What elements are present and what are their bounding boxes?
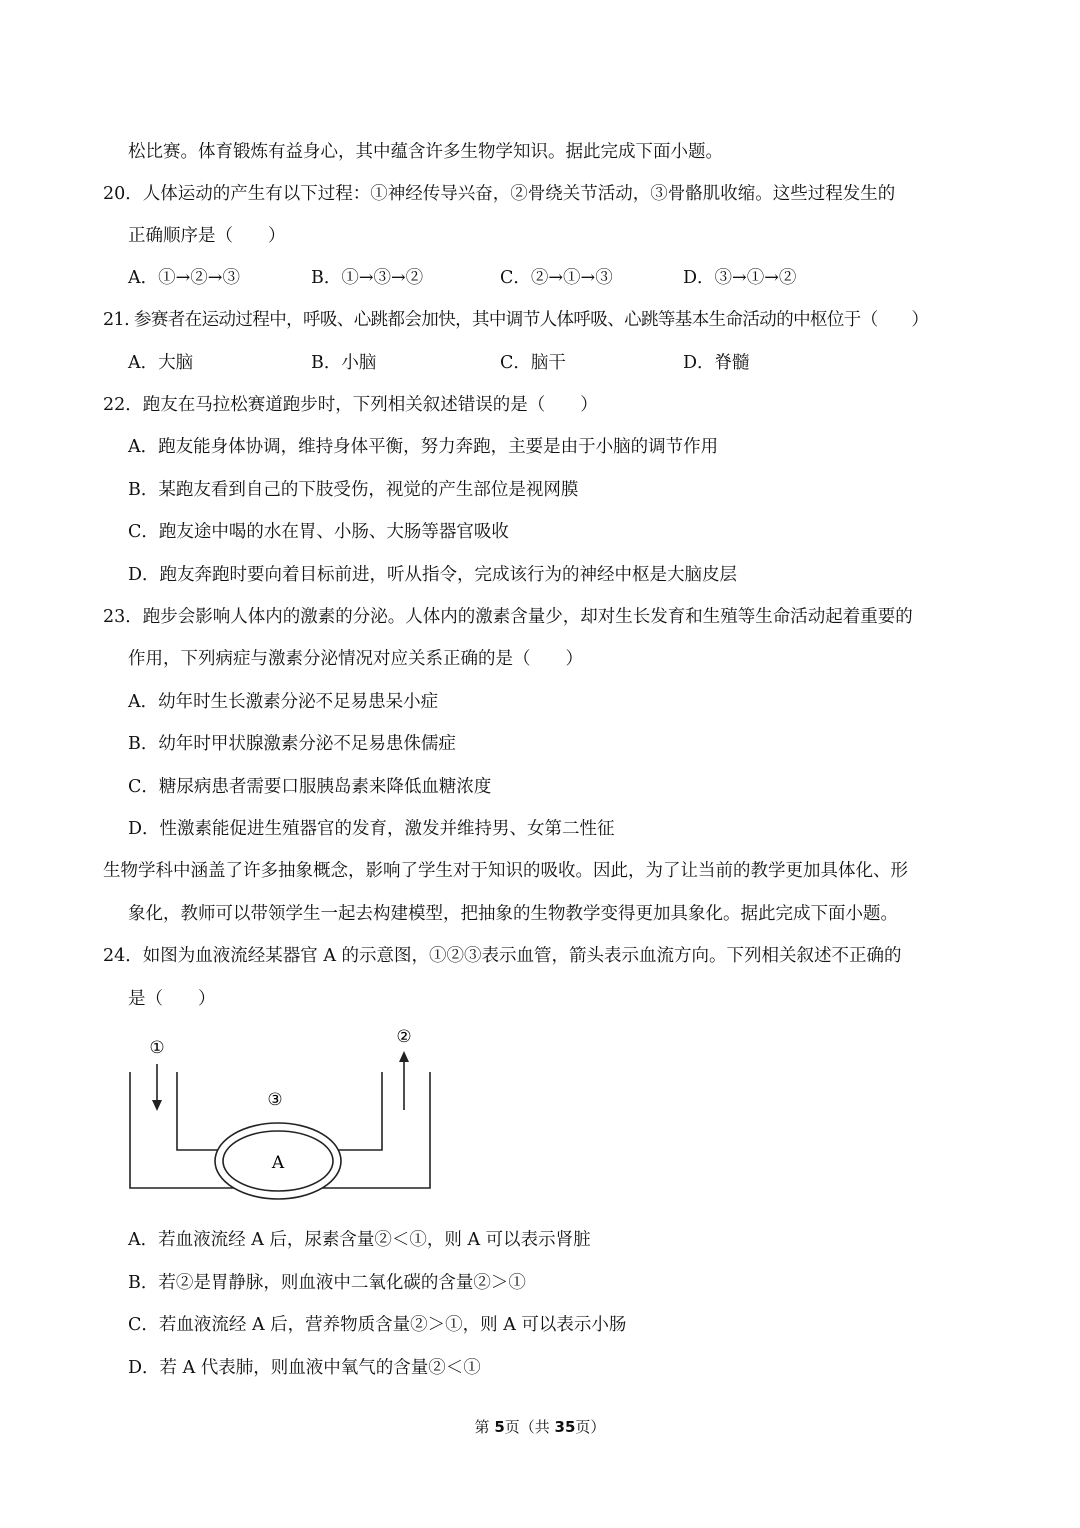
blood-flow-diagram xyxy=(120,1020,440,1215)
organ-a-label: A xyxy=(271,1153,285,1173)
footer-suffix: 页） xyxy=(575,1418,606,1436)
question-24-stem-line1: 24．如图为血液流经某器官 A 的示意图，①②③表示血管，箭头表示血流方向。下列相关叙述不正确的 xyxy=(103,946,902,966)
option-b[interactable]: B．小脑 xyxy=(311,353,377,373)
intro-2-line1: 生物学科中涵盖了许多抽象概念，影响了学生对于知识的吸收。因此，为了让当前的教学更加具体化、形 xyxy=(103,861,908,881)
page-footer xyxy=(0,1416,1080,1438)
inner-right-vessel-wall xyxy=(335,1072,382,1150)
arrow-up-icon-head xyxy=(399,1051,409,1062)
option-d[interactable]: D．若 A 代表肺，则血液中氧气的含量②＜① xyxy=(128,1358,481,1378)
option-d[interactable]: D．脊髓 xyxy=(683,353,750,373)
option-b[interactable]: B．若②是胃静脉，则血液中二氧化碳的含量②＞① xyxy=(128,1273,526,1293)
question-20-stem-line2: 正确顺序是（ ） xyxy=(128,226,286,246)
question-23-stem-line1: 23．跑步会影响人体内的激素的分泌。人体内的激素含量少，却对生长发育和生殖等生命活动起着重要的 xyxy=(103,607,913,627)
question-20-stem-line1: 20．人体运动的产生有以下过程：①神经传导兴奋，②骨绕关节活动，③骨骼肌收缩。这些过程发生的 xyxy=(103,184,896,204)
option-d[interactable]: D．跑友奔跑时要向着目标前进，听从指令，完成该行为的神经中枢是大脑皮层 xyxy=(128,565,738,585)
option-b[interactable]: B．①→③→② xyxy=(311,268,424,288)
option-d[interactable]: D．③→①→② xyxy=(683,268,797,288)
option-c[interactable]: C．糖尿病患者需要口服胰岛素来降低血糖浓度 xyxy=(128,777,492,797)
question-23-stem-line2: 作用，下列病症与激素分泌情况对应关系正确的是（ ） xyxy=(128,649,583,669)
option-a[interactable]: A．①→②→③ xyxy=(128,268,240,288)
option-c[interactable]: C．跑友途中喝的水在胃、小肠、大肠等器官吸收 xyxy=(128,522,509,542)
option-a[interactable]: A．跑友能身体协调，维持身体平衡，努力奔跑，主要是由于小脑的调节作用 xyxy=(128,437,719,457)
option-c[interactable]: C．②→①→③ xyxy=(500,268,613,288)
vessel-3-label: ③ xyxy=(267,1090,283,1110)
question-21-stem: 21. 参赛者在运动过程中，呼吸、心跳都会加快，其中调节人体呼吸、心跳等基本生命活动的中枢位于（ ） xyxy=(103,310,929,330)
question-24-stem-line2: 是（ ） xyxy=(128,989,216,1009)
question-21-options xyxy=(0,350,1080,376)
option-b[interactable]: B．幼年时甲状腺激素分泌不足易患侏儒症 xyxy=(128,734,456,754)
option-c[interactable]: C．若血液流经 A 后，营养物质含量②＞①，则 A 可以表示小肠 xyxy=(128,1315,627,1335)
option-d[interactable]: D．性激素能促进生殖器官的发育，激发并维持男、女第二性征 xyxy=(128,819,615,839)
option-a[interactable]: A．大脑 xyxy=(128,353,194,373)
question-20-options xyxy=(0,265,1080,291)
current-page-number: 5 xyxy=(494,1418,505,1436)
total-page-count: 35 xyxy=(554,1418,576,1436)
option-c[interactable]: C．脑干 xyxy=(500,353,566,373)
intro-paragraph-tail: 松比赛。体育锻炼有益身心，其中蕴含许多生物学知识。据此完成下面小题。 xyxy=(128,142,723,162)
vessel-2-label: ② xyxy=(396,1027,412,1047)
footer-prefix: 第 xyxy=(474,1418,495,1436)
option-a[interactable]: A．幼年时生长激素分泌不足易患呆小症 xyxy=(128,692,439,712)
question-22-stem: 22．跑友在马拉松赛道跑步时，下列相关叙述错误的是（ ） xyxy=(103,395,598,415)
arrow-down-icon-head xyxy=(152,1100,162,1111)
vessel-1-label: ① xyxy=(149,1038,165,1058)
option-b[interactable]: B．某跑友看到自己的下肢受伤，视觉的产生部位是视网膜 xyxy=(128,480,579,500)
inner-left-vessel-wall xyxy=(177,1072,224,1150)
footer-middle: 页（共 xyxy=(504,1418,555,1436)
intro-2-line2: 象化，教师可以带领学生一起去构建模型，把抽象的生物教学变得更加具象化。据此完成下面小题。 xyxy=(128,904,898,924)
option-a[interactable]: A．若血液流经 A 后，尿素含量②＜①，则 A 可以表示肾脏 xyxy=(128,1230,591,1250)
